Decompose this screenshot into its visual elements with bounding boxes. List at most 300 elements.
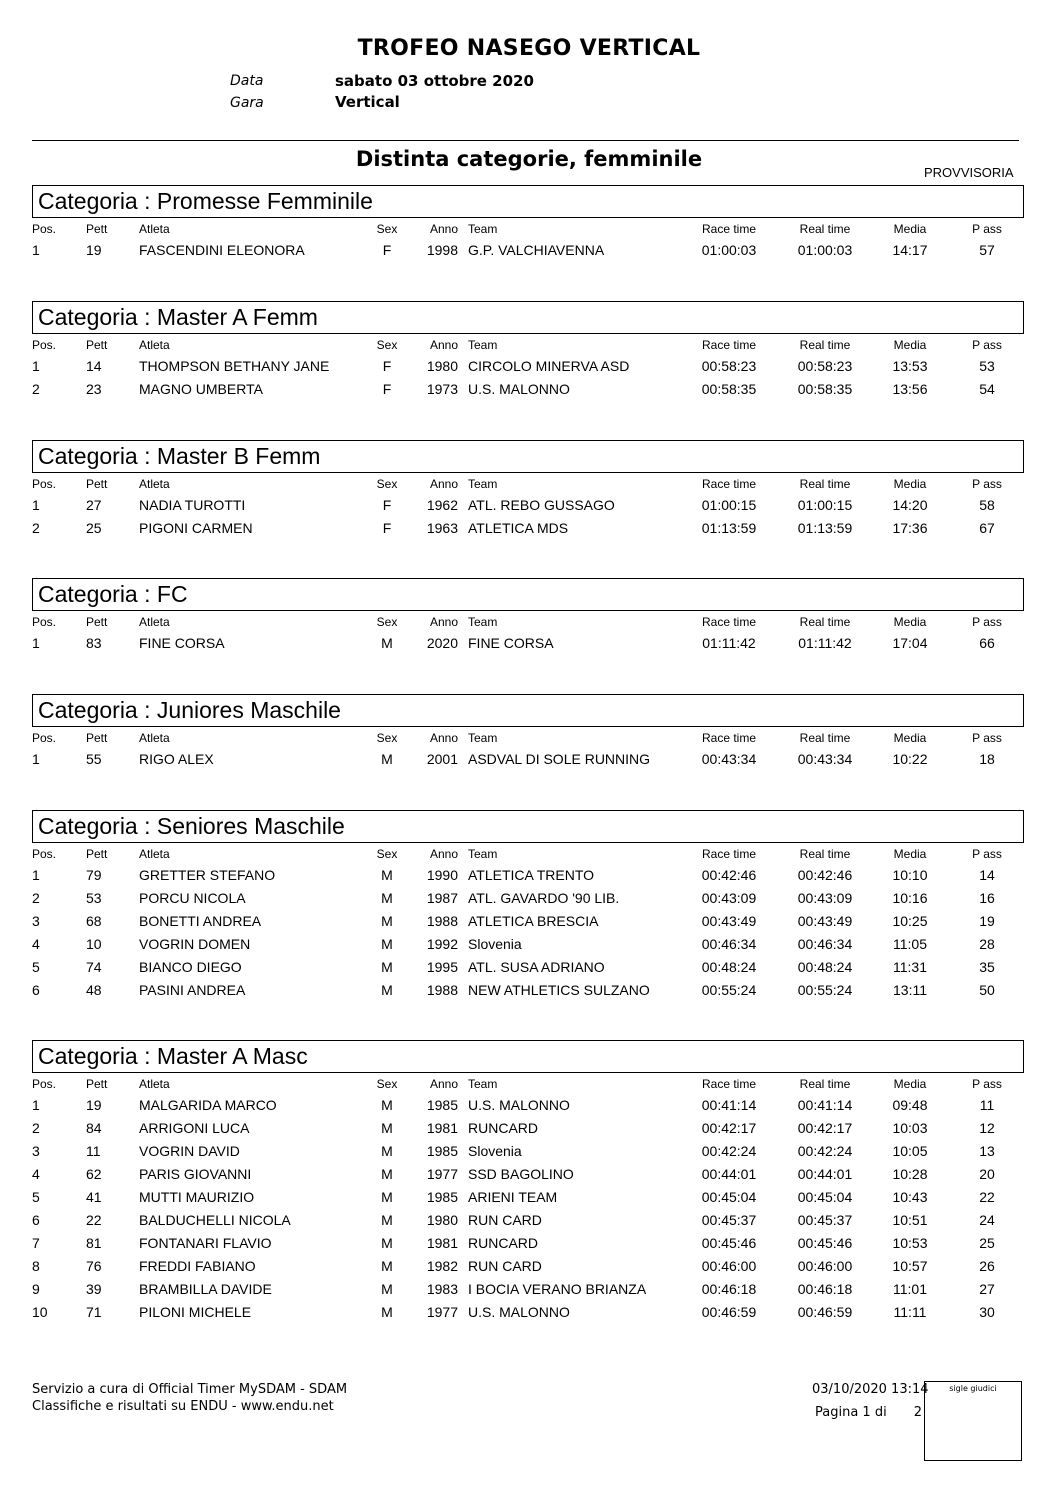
column-header-media: Media <box>893 338 927 352</box>
cell-team: U.S. MALONNO <box>468 1304 570 1320</box>
cell-sex: M <box>381 1235 393 1251</box>
cell-atleta: RIGO ALEX <box>139 751 214 767</box>
table-row <box>32 865 1024 888</box>
cell-race: 00:46:34 <box>701 936 757 952</box>
judges-signature-label: sigle giudici <box>949 1384 997 1393</box>
cell-pass: 28 <box>979 936 995 952</box>
cell-pass: 18 <box>979 751 995 767</box>
data-value: sabato 03 ottobre 2020 <box>335 72 534 90</box>
cell-atleta: MUTTI MAURIZIO <box>139 1189 255 1205</box>
column-header-sex: Sex <box>376 615 398 629</box>
cell-pos: 4 <box>32 1166 40 1182</box>
cell-team: G.P. VALCHIAVENNA <box>468 242 605 258</box>
header-divider <box>32 140 1019 141</box>
table-row <box>32 379 1024 402</box>
column-header-sex: Sex <box>376 1077 398 1091</box>
cell-race: 00:42:17 <box>701 1120 757 1136</box>
cell-race: 00:58:23 <box>701 358 757 374</box>
cell-sex: M <box>381 1143 393 1159</box>
cell-team: ATL. SUSA ADRIANO <box>468 959 605 975</box>
cell-anno: 1973 <box>426 381 458 397</box>
cell-team: ATLETICA TRENTO <box>468 867 595 883</box>
cell-team: NEW ATHLETICS SULZANO <box>468 982 650 998</box>
cell-race: 00:42:46 <box>701 867 757 883</box>
page-total: 2 <box>913 1405 922 1420</box>
cell-pos: 5 <box>32 959 40 975</box>
cell-pass: 50 <box>979 982 995 998</box>
cell-anno: 1977 <box>426 1166 458 1182</box>
cell-pass: 53 <box>979 358 995 374</box>
cell-race: 01:00:03 <box>701 242 757 258</box>
cell-pett: 48 <box>86 982 102 998</box>
cell-pos: 6 <box>32 982 40 998</box>
cell-anno: 1983 <box>426 1281 458 1297</box>
column-header-real: Real time <box>799 222 851 236</box>
cell-sex: F <box>382 358 392 374</box>
cell-real: 00:41:14 <box>797 1097 853 1113</box>
column-header-pos: Pos. <box>32 615 57 629</box>
cell-anno: 1992 <box>426 936 458 952</box>
column-header-pett: Pett <box>86 615 108 629</box>
cell-real: 00:44:01 <box>797 1166 853 1182</box>
document-subtitle: Distinta categorie, femminile <box>355 147 703 171</box>
cell-race: 00:46:59 <box>701 1304 757 1320</box>
column-header-pass: P ass <box>972 222 1002 236</box>
cell-pett: 39 <box>86 1281 102 1297</box>
cell-pos: 1 <box>32 358 40 374</box>
cell-pos: 1 <box>32 1097 40 1113</box>
table-row <box>32 911 1024 934</box>
cell-real: 01:13:59 <box>797 520 853 536</box>
cell-atleta: MALGARIDA MARCO <box>139 1097 277 1113</box>
cell-sex: M <box>381 1281 393 1297</box>
cell-race: 00:45:37 <box>701 1212 757 1228</box>
cell-sex: M <box>381 982 393 998</box>
column-header-anno: Anno <box>429 847 458 861</box>
column-header-race: Race time <box>701 1077 757 1091</box>
column-header-real: Real time <box>799 477 851 491</box>
cell-anno: 1977 <box>426 1304 458 1320</box>
cell-race: 01:13:59 <box>701 520 757 536</box>
cell-race: 00:41:14 <box>701 1097 757 1113</box>
page-label: Pagina 1 di <box>815 1405 887 1420</box>
column-header-pos: Pos. <box>32 847 57 861</box>
cell-anno: 1982 <box>426 1258 458 1274</box>
table-row <box>32 934 1024 957</box>
cell-pass: 66 <box>979 635 995 651</box>
column-header-pett: Pett <box>86 731 108 745</box>
table-row <box>32 1302 1024 1325</box>
cell-media: 10:51 <box>892 1212 928 1228</box>
cell-atleta: NADIA TUROTTI <box>139 497 246 513</box>
cell-pett: 19 <box>86 242 102 258</box>
category-section <box>32 694 1024 772</box>
data-label: Data <box>230 73 264 89</box>
cell-pett: 55 <box>86 751 102 767</box>
cell-team: RUN CARD <box>468 1212 542 1228</box>
cell-media: 13:11 <box>893 982 927 998</box>
cell-sex: M <box>381 867 393 883</box>
column-header-atleta: Atleta <box>139 847 170 861</box>
column-header-anno: Anno <box>429 731 458 745</box>
cell-pass: 35 <box>979 959 995 975</box>
cell-media: 10:22 <box>892 751 928 767</box>
cell-sex: M <box>381 1097 393 1113</box>
table-header <box>32 845 1024 865</box>
column-header-anno: Anno <box>429 477 458 491</box>
table-row <box>32 1256 1024 1279</box>
cell-team: ATLETICA BRESCIA <box>468 913 599 929</box>
cell-sex: M <box>381 1258 393 1274</box>
column-header-team: Team <box>468 477 498 491</box>
column-header-pett: Pett <box>86 847 108 861</box>
cell-anno: 1980 <box>426 358 458 374</box>
gara-value: Vertical <box>335 93 400 111</box>
cell-pass: 26 <box>979 1258 995 1274</box>
cell-sex: M <box>381 913 393 929</box>
cell-pett: 10 <box>86 936 102 952</box>
cell-pos: 7 <box>32 1235 40 1251</box>
cell-team: ARIENI TEAM <box>468 1189 558 1205</box>
cell-real: 00:58:35 <box>797 381 853 397</box>
cell-media: 10:16 <box>892 890 928 906</box>
cell-race: 00:43:09 <box>701 890 757 906</box>
table-header <box>32 613 1024 633</box>
table-row <box>32 240 1024 263</box>
table-row <box>32 1279 1024 1302</box>
cell-pett: 74 <box>86 959 102 975</box>
cell-media: 17:04 <box>892 635 928 651</box>
table-header <box>32 729 1024 749</box>
cell-team: RUNCARD <box>468 1120 538 1136</box>
cell-real: 00:45:37 <box>797 1212 853 1228</box>
cell-pass: 19 <box>979 913 995 929</box>
cell-real: 00:45:46 <box>797 1235 853 1251</box>
cell-media: 13:56 <box>892 381 928 397</box>
cell-pett: 41 <box>86 1189 102 1205</box>
table-row <box>32 518 1024 541</box>
cell-pos: 5 <box>32 1189 40 1205</box>
cell-atleta: MAGNO UMBERTA <box>139 381 263 397</box>
cell-sex: M <box>381 751 393 767</box>
cell-pos: 1 <box>32 497 40 513</box>
table-row <box>32 1187 1024 1210</box>
table-row <box>32 1095 1024 1118</box>
column-header-atleta: Atleta <box>139 731 170 745</box>
cell-anno: 1990 <box>426 867 458 883</box>
cell-anno: 2001 <box>426 751 458 767</box>
cell-pass: 13 <box>979 1143 995 1159</box>
cell-race: 00:48:24 <box>701 959 757 975</box>
cell-pett: 83 <box>86 635 102 651</box>
cell-real: 00:45:04 <box>797 1189 853 1205</box>
cell-real: 01:11:42 <box>798 635 852 651</box>
column-header-real: Real time <box>799 1077 851 1091</box>
cell-media: 10:57 <box>892 1258 928 1274</box>
cell-real: 00:42:17 <box>797 1120 853 1136</box>
column-header-team: Team <box>468 1077 498 1091</box>
table-row <box>32 888 1024 911</box>
cell-pass: 16 <box>979 890 995 906</box>
column-header-pos: Pos. <box>32 222 57 236</box>
cell-real: 01:00:15 <box>797 497 853 513</box>
cell-anno: 1962 <box>426 497 458 513</box>
column-header-media: Media <box>893 222 927 236</box>
cell-media: 10:03 <box>892 1120 928 1136</box>
cell-race: 00:42:24 <box>701 1143 757 1159</box>
cell-pett: 19 <box>86 1097 102 1113</box>
table-row <box>32 749 1024 772</box>
column-header-sex: Sex <box>376 477 398 491</box>
cell-sex: M <box>381 890 393 906</box>
cell-atleta: PARIS GIOVANNI <box>139 1166 252 1182</box>
table-row <box>32 1118 1024 1141</box>
cell-race: 00:46:18 <box>701 1281 757 1297</box>
cell-real: 00:46:18 <box>797 1281 853 1297</box>
cell-atleta: BALDUCHELLI NICOLA <box>139 1212 291 1228</box>
cell-anno: 1985 <box>426 1097 458 1113</box>
cell-pass: 58 <box>979 497 995 513</box>
cell-real: 01:00:03 <box>797 242 853 258</box>
cell-race: 00:43:34 <box>701 751 757 767</box>
table-row <box>32 1164 1024 1187</box>
cell-pos: 1 <box>32 751 40 767</box>
column-header-team: Team <box>468 731 498 745</box>
cell-sex: M <box>381 1304 393 1320</box>
cell-sex: M <box>381 936 393 952</box>
cell-race: 00:58:35 <box>701 381 757 397</box>
column-header-media: Media <box>893 847 927 861</box>
table-row <box>32 356 1024 379</box>
cell-sex: M <box>381 635 393 651</box>
cell-atleta: PILONI MICHELE <box>139 1304 252 1320</box>
cell-anno: 1998 <box>426 242 458 258</box>
cell-team: ATLETICA MDS <box>468 520 569 536</box>
column-header-real: Real time <box>799 847 851 861</box>
cell-pett: 79 <box>86 867 102 883</box>
column-header-pett: Pett <box>86 1077 108 1091</box>
cell-atleta: BIANCO DIEGO <box>139 959 242 975</box>
cell-media: 11:31 <box>893 959 927 975</box>
cell-real: 00:58:23 <box>797 358 853 374</box>
cell-atleta: VOGRIN DOMEN <box>139 936 251 952</box>
cell-real: 00:48:24 <box>797 959 853 975</box>
cell-race: 00:46:00 <box>701 1258 757 1274</box>
column-header-team: Team <box>468 222 498 236</box>
cell-team: U.S. MALONNO <box>468 381 570 397</box>
table-header <box>32 475 1024 495</box>
cell-atleta: FREDDI FABIANO <box>139 1258 256 1274</box>
cell-race: 00:43:49 <box>701 913 757 929</box>
column-header-pos: Pos. <box>32 338 57 352</box>
cell-anno: 1987 <box>426 890 458 906</box>
status-label: PROVVISORIA <box>924 165 1014 180</box>
category-title: Categoria : Seniores Maschile <box>32 810 1024 843</box>
cell-atleta: GRETTER STEFANO <box>139 867 276 883</box>
table-header <box>32 220 1024 240</box>
column-header-pos: Pos. <box>32 477 57 491</box>
category-section <box>32 440 1024 541</box>
column-header-race: Race time <box>701 731 757 745</box>
cell-pass: 20 <box>979 1166 995 1182</box>
cell-team: CIRCOLO MINERVA ASD <box>468 358 630 374</box>
print-datetime: 03/10/2020 13:14 <box>812 1382 929 1397</box>
cell-media: 11:01 <box>893 1281 927 1297</box>
cell-team: U.S. MALONNO <box>468 1097 570 1113</box>
column-header-pos: Pos. <box>32 1077 57 1091</box>
column-header-anno: Anno <box>429 1077 458 1091</box>
column-header-atleta: Atleta <box>139 615 170 629</box>
cell-media: 11:11 <box>893 1304 927 1320</box>
column-header-atleta: Atleta <box>139 338 170 352</box>
cell-team: SSD BAGOLINO <box>468 1166 574 1182</box>
cell-media: 10:10 <box>892 867 928 883</box>
cell-media: 13:53 <box>892 358 928 374</box>
cell-anno: 1985 <box>426 1189 458 1205</box>
table-row <box>32 633 1024 656</box>
cell-pos: 9 <box>32 1281 40 1297</box>
cell-pett: 14 <box>86 358 102 374</box>
cell-sex: M <box>381 1212 393 1228</box>
cell-pos: 6 <box>32 1212 40 1228</box>
cell-atleta: ARRIGONI LUCA <box>139 1120 250 1136</box>
cell-pos: 3 <box>32 913 40 929</box>
cell-team: RUN CARD <box>468 1258 542 1274</box>
cell-real: 00:46:00 <box>797 1258 853 1274</box>
table-row <box>32 957 1024 980</box>
column-header-pett: Pett <box>86 222 108 236</box>
table-row <box>32 1233 1024 1256</box>
cell-race: 00:55:24 <box>701 982 757 998</box>
category-section <box>32 810 1024 1003</box>
cell-team: Slovenia <box>468 1143 522 1159</box>
cell-pos: 2 <box>32 1120 40 1136</box>
cell-sex: M <box>381 959 393 975</box>
cell-real: 00:43:09 <box>797 890 853 906</box>
table-header <box>32 336 1024 356</box>
judges-signature-box <box>924 1381 1022 1461</box>
cell-pos: 2 <box>32 890 40 906</box>
cell-media: 10:05 <box>892 1143 928 1159</box>
category-section <box>32 185 1024 263</box>
cell-atleta: FONTANARI FLAVIO <box>139 1235 272 1251</box>
column-header-pett: Pett <box>86 338 108 352</box>
column-header-atleta: Atleta <box>139 477 170 491</box>
cell-team: Slovenia <box>468 936 522 952</box>
category-title: Categoria : FC <box>32 578 1024 611</box>
cell-real: 00:42:46 <box>797 867 853 883</box>
cell-pass: 27 <box>979 1281 995 1297</box>
cell-pett: 62 <box>86 1166 102 1182</box>
column-header-sex: Sex <box>376 731 398 745</box>
cell-media: 10:43 <box>892 1189 928 1205</box>
category-section <box>32 578 1024 656</box>
table-header <box>32 1075 1024 1095</box>
column-header-team: Team <box>468 847 498 861</box>
cell-pos: 2 <box>32 520 40 536</box>
column-header-pass: P ass <box>972 731 1002 745</box>
column-header-anno: Anno <box>429 338 458 352</box>
cell-anno: 2020 <box>426 635 458 651</box>
cell-pett: 25 <box>86 520 102 536</box>
cell-race: 00:45:04 <box>701 1189 757 1205</box>
cell-pos: 1 <box>32 867 40 883</box>
cell-media: 09:48 <box>892 1097 928 1113</box>
cell-pos: 1 <box>32 635 40 651</box>
column-header-atleta: Atleta <box>139 222 170 236</box>
cell-race: 00:44:01 <box>701 1166 757 1182</box>
footer-results-line: Classifiche e risultati su ENDU - www.endu.net <box>32 1399 334 1414</box>
footer-service-line: Servizio a cura di Official Timer MySDAM - SDAM <box>32 1382 348 1397</box>
cell-atleta: THOMPSON BETHANY JANE <box>139 358 330 374</box>
column-header-race: Race time <box>701 477 757 491</box>
cell-anno: 1980 <box>426 1212 458 1228</box>
column-header-pass: P ass <box>972 615 1002 629</box>
cell-pett: 22 <box>86 1212 102 1228</box>
cell-media: 14:17 <box>892 242 928 258</box>
column-header-real: Real time <box>799 615 851 629</box>
table-row <box>32 495 1024 518</box>
cell-pos: 2 <box>32 381 40 397</box>
cell-atleta: FASCENDINI ELEONORA <box>139 242 305 258</box>
cell-team: FINE CORSA <box>468 635 554 651</box>
cell-pett: 23 <box>86 381 102 397</box>
cell-pett: 81 <box>86 1235 102 1251</box>
cell-pass: 11 <box>979 1097 995 1113</box>
cell-pass: 14 <box>979 867 995 883</box>
column-header-race: Race time <box>701 222 757 236</box>
cell-atleta: PASINI ANDREA <box>139 982 246 998</box>
cell-sex: F <box>382 242 392 258</box>
cell-team: RUNCARD <box>468 1235 538 1251</box>
cell-pass: 22 <box>979 1189 995 1205</box>
cell-atleta: PORCU NICOLA <box>139 890 246 906</box>
cell-pett: 84 <box>86 1120 102 1136</box>
table-row <box>32 1210 1024 1233</box>
cell-atleta: VOGRIN DAVID <box>139 1143 240 1159</box>
column-header-pass: P ass <box>972 477 1002 491</box>
column-header-team: Team <box>468 338 498 352</box>
cell-sex: M <box>381 1166 393 1182</box>
cell-team: ATL. GAVARDO '90 LIB. <box>468 890 620 906</box>
column-header-race: Race time <box>701 615 757 629</box>
column-header-media: Media <box>893 615 927 629</box>
cell-pos: 1 <box>32 242 40 258</box>
column-header-anno: Anno <box>429 222 458 236</box>
cell-pass: 30 <box>979 1304 995 1320</box>
document-title: TROFEO NASEGO VERTICAL <box>357 36 701 61</box>
column-header-sex: Sex <box>376 847 398 861</box>
cell-team: ASDVAL DI SOLE RUNNING <box>468 751 651 767</box>
cell-atleta: PIGONI CARMEN <box>139 520 253 536</box>
column-header-race: Race time <box>701 338 757 352</box>
cell-anno: 1995 <box>426 959 458 975</box>
cell-atleta: BONETTI ANDREA <box>139 913 262 929</box>
cell-pos: 10 <box>32 1304 48 1320</box>
column-header-anno: Anno <box>429 615 458 629</box>
column-header-pos: Pos. <box>32 731 57 745</box>
cell-sex: F <box>382 520 392 536</box>
cell-pass: 54 <box>979 381 995 397</box>
cell-media: 14:20 <box>892 497 928 513</box>
cell-race: 00:45:46 <box>701 1235 757 1251</box>
cell-atleta: BRAMBILLA DAVIDE <box>139 1281 272 1297</box>
category-title: Categoria : Juniores Maschile <box>32 694 1024 727</box>
column-header-real: Real time <box>799 731 851 745</box>
cell-race: 01:00:15 <box>701 497 757 513</box>
cell-pass: 12 <box>979 1120 995 1136</box>
category-section <box>32 301 1024 402</box>
